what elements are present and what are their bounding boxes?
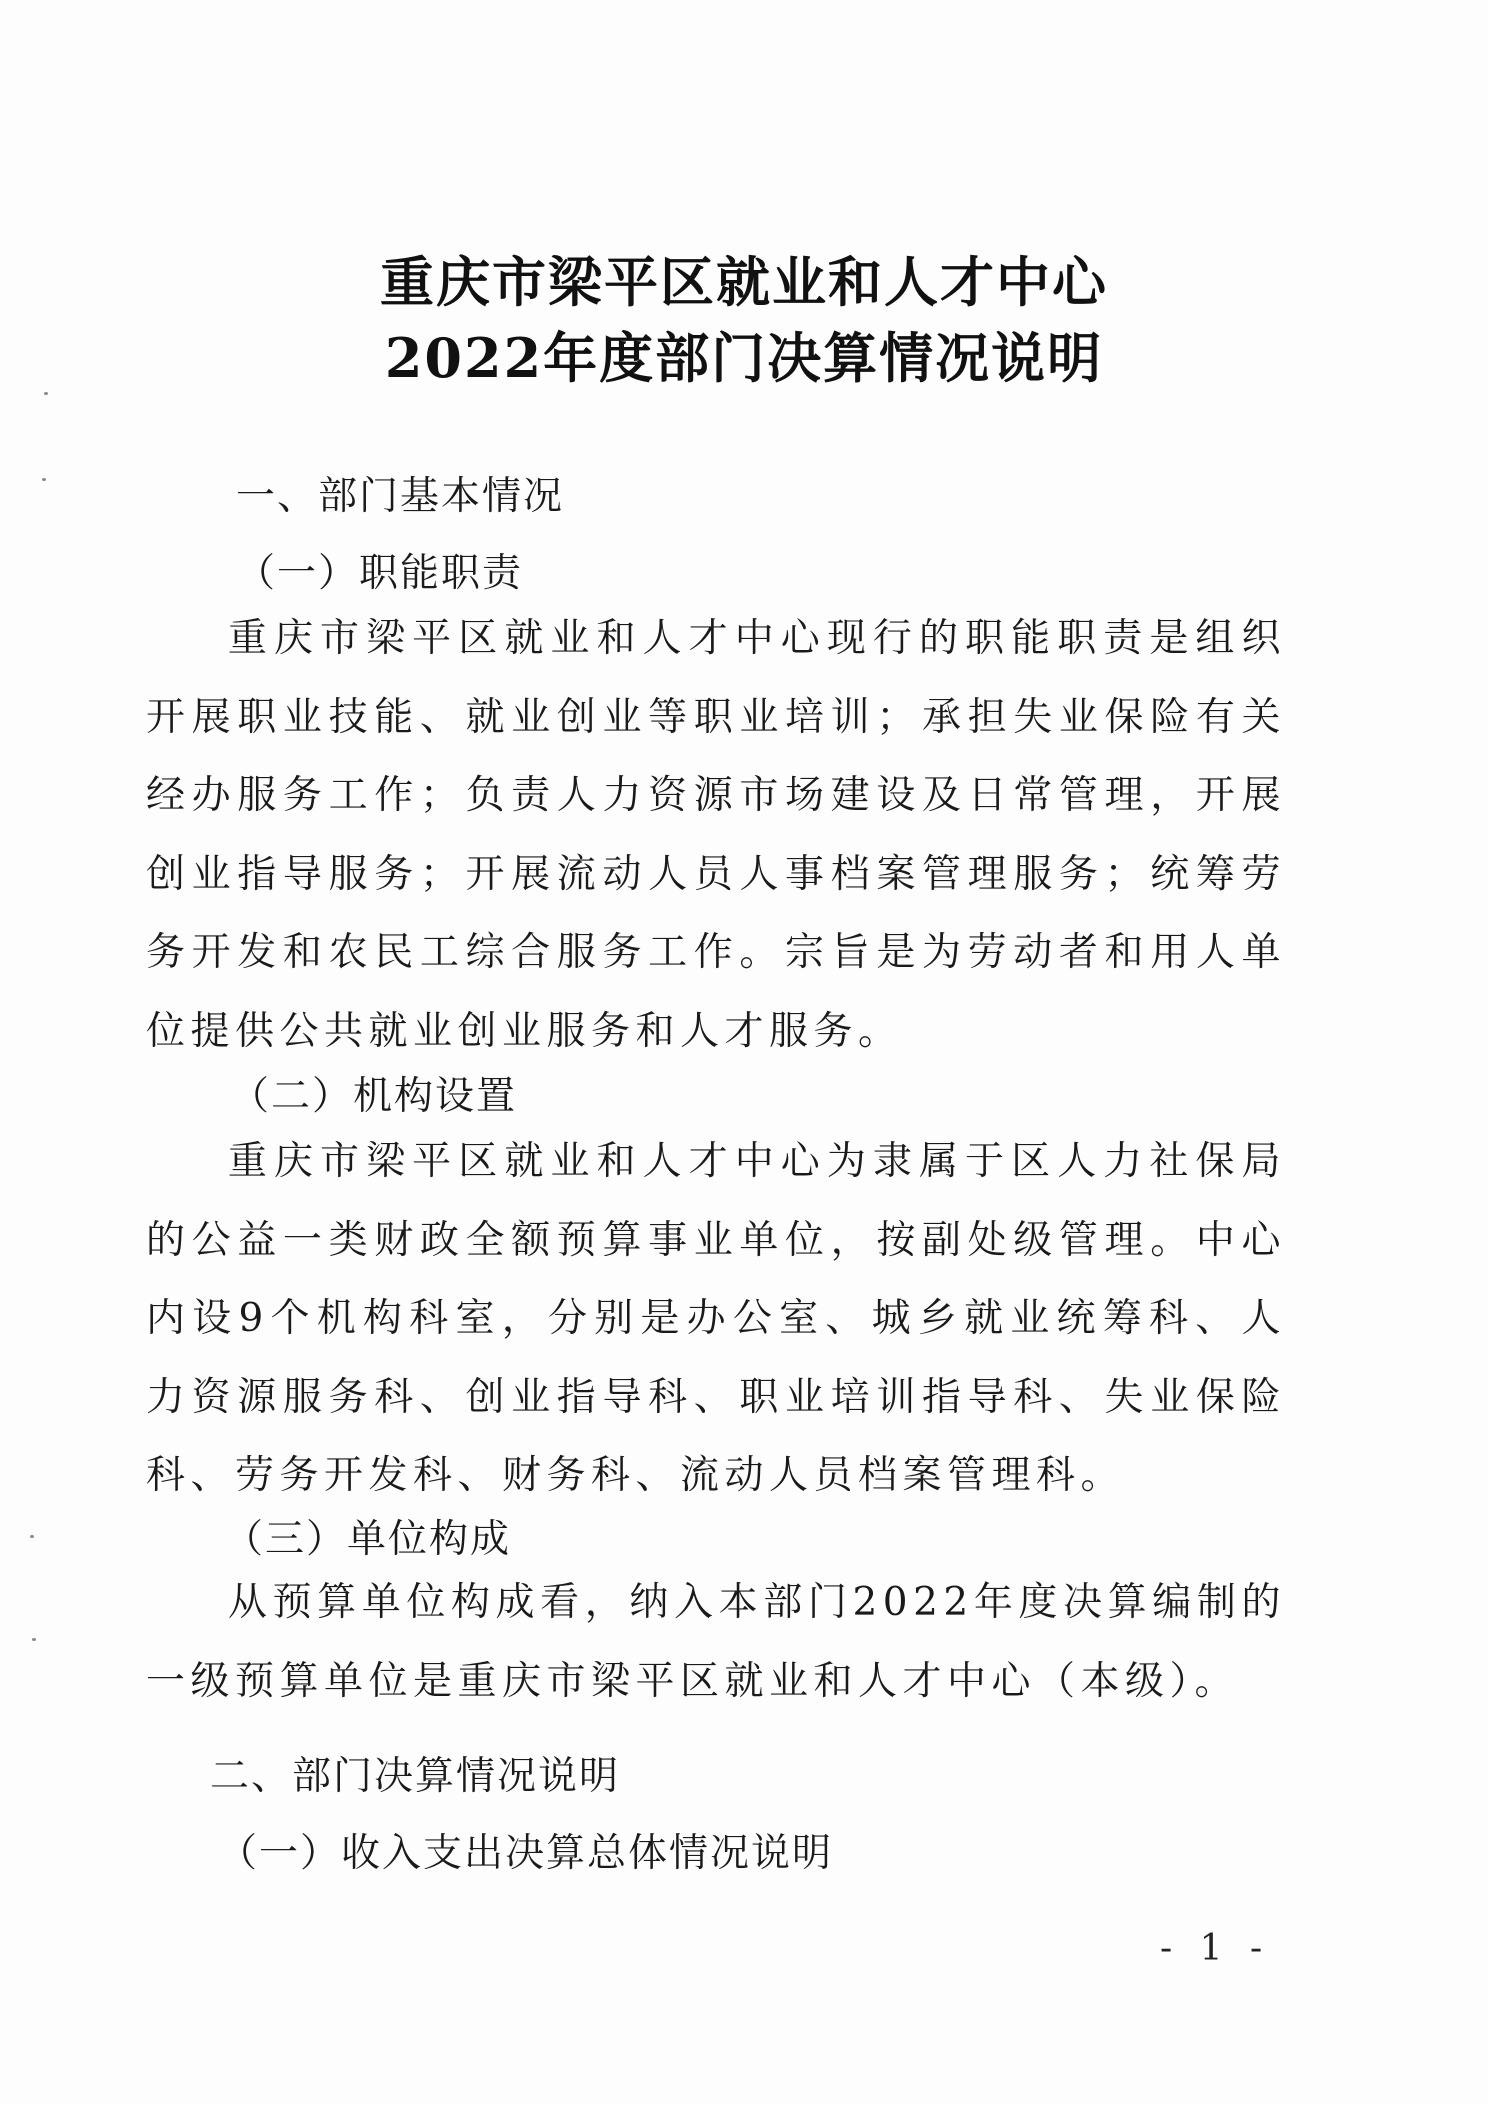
paragraph-unit-composition: 从预算单位构成看，纳入本部门2022年度决算编制的一级预算单位是重庆市梁平区就业和人才中心（本级）。 <box>146 1580 1286 1704</box>
section-heading-basic-info: 一、部门基本情况 <box>236 474 565 519</box>
subsection-heading-unit-composition: （三）单位构成 <box>224 1517 512 1562</box>
section-heading-final-accounts: 二、部门决算情况说明 <box>210 1754 621 1799</box>
paragraph-organization: 重庆市梁平区就业和人才中心为隶属于区人力社保局的公益一类财政全额预算事业单位，按副处级管理。中心内设9个机构科室，分别是办公室、城乡就业统筹科、人力资源服务科、创业指导科、职业培训指导科、失业保险科、劳务开发科、财务科、流动人员档案管理科。 <box>146 1139 1286 1499</box>
scan-speck <box>42 478 46 481</box>
paragraph-functions: 重庆市梁平区就业和人才中心现行的职能职责是组织开展职业技能、就业创业等职业培训；承担失业保险有关经办服务工作；负责人力资源市场建设及日常管理，开展创业指导服务；开展流动人员人事档案管理服务；统筹劳务开发和农民工综合服务工作。宗旨是为劳动者和用人单位提供公共就业创业服务和人才服务。 <box>146 616 1286 1054</box>
page-number: - 1 - <box>1160 1928 1271 1969</box>
subsection-heading-organization: （二）机构设置 <box>230 1074 518 1119</box>
scan-speck <box>44 392 48 395</box>
scan-speck <box>32 1638 36 1641</box>
document-title-line-1: 重庆市梁平区就业和人才中心 <box>380 250 1108 314</box>
document-title-line-2: 2022年度部门决算情况说明 <box>384 326 1104 390</box>
scan-speck <box>30 1535 34 1538</box>
subsection-heading-functions: （一）职能职责 <box>236 551 524 596</box>
subsection-heading-income-expenditure: （一）收入支出决算总体情况说明 <box>218 1831 834 1876</box>
